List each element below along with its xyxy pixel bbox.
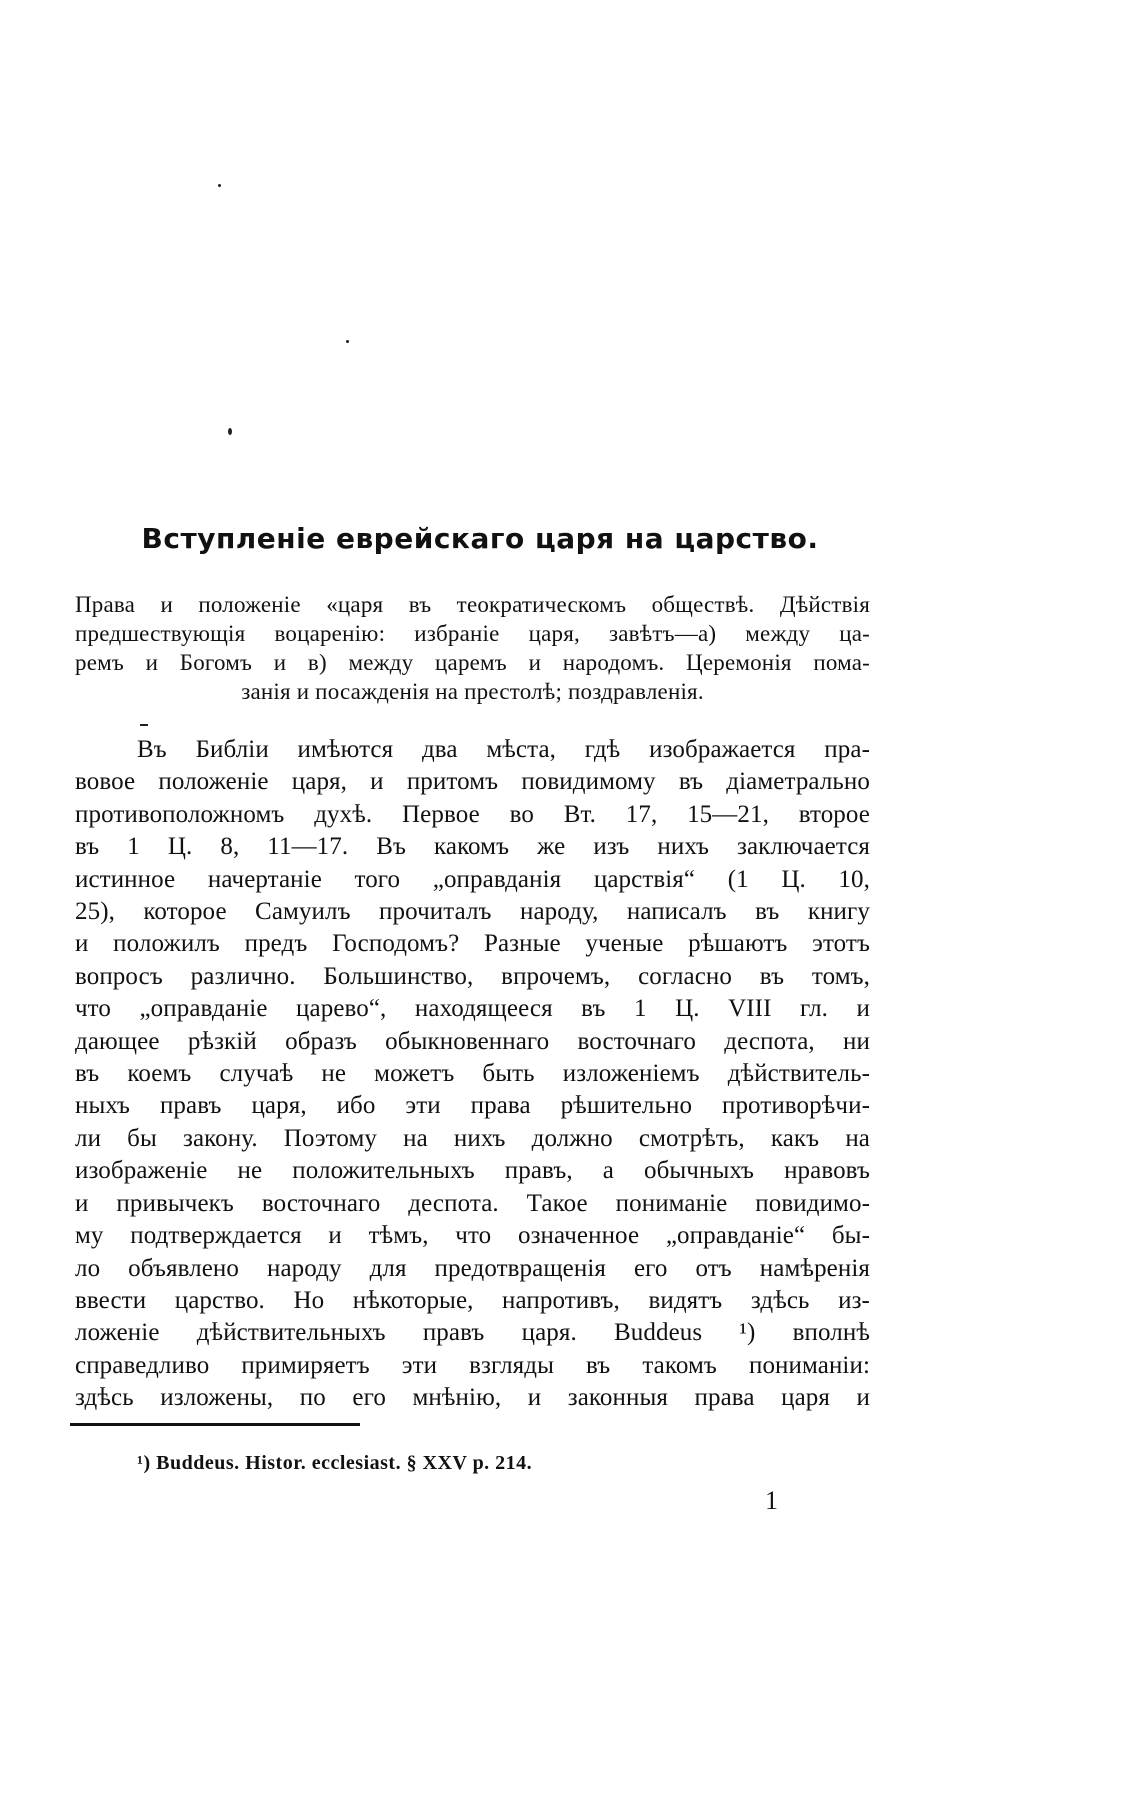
- body-line: и положилъ предъ Господомъ? Разные ученые рѣшаютъ этотъ: [75, 930, 870, 958]
- body-line: въ 1 Ц. 8, 11—17. Въ какомъ же изъ нихъ заключается: [75, 833, 870, 861]
- scan-speck: [228, 428, 232, 435]
- body-line: ложеніе дѣйствительныхъ правъ царя. Buddeus ¹) вполнѣ: [75, 1319, 870, 1347]
- summary-line: занія и посажденія на престолѣ; поздравленія.: [241, 679, 704, 704]
- body-line: ли бы закону. Поэтому на нихъ должно смотрѣть, какъ на: [75, 1124, 870, 1152]
- body-line: ввести царство. Но нѣкоторые, напротивъ, видятъ здѣсь из-: [75, 1286, 870, 1314]
- body-line: противоположномъ духѣ. Первое во Вт. 17, 15—21, второе: [75, 800, 870, 828]
- chapter-summary: [75, 590, 870, 706]
- body-line: Въ Библіи имѣются два мѣста, гдѣ изображается пра-: [137, 736, 870, 763]
- summary-line: ремъ и Богомъ и в) между царемъ и народомъ. Церемонія пома-: [75, 650, 870, 675]
- body-line: ныхъ правъ царя, ибо эти права рѣшительно противорѣчи-: [75, 1092, 870, 1120]
- body-line: и привычекъ восточнаго деспота. Такое пониманіе повидимо-: [75, 1189, 870, 1217]
- scan-speck: [140, 724, 148, 726]
- footnote-divider: [70, 1423, 360, 1426]
- body-line: въ коемъ случаѣ не можетъ быть изложеніемъ дѣйствитель-: [75, 1060, 870, 1088]
- summary-line: предшествующія воцаренію: избраніе царя, завѣтъ—а) между ца-: [75, 621, 870, 646]
- body-line: справедливо примиряетъ эти взгляды въ такомъ пониманіи:: [75, 1351, 870, 1379]
- footnote: ¹) Buddeus. Histor. ecclesiast. § XXV p. 214.: [137, 1452, 533, 1474]
- body-line: 25), которое Самуилъ прочиталъ народу, написалъ въ книгу: [75, 898, 870, 926]
- body-line: вопросъ различно. Большинство, впрочемъ, согласно въ томъ,: [75, 962, 870, 990]
- body-line: здѣсь изложены, по его мнѣнію, и законныя права царя и: [75, 1384, 870, 1412]
- scan-speck: [218, 184, 221, 187]
- body-line: дающее рѣзкій образъ обыкновеннаго восточнаго деспота, ни: [75, 1027, 870, 1055]
- body-line: что „оправданіе царево“, находящееся въ 1 Ц. VIII гл. и: [75, 995, 870, 1023]
- body-line: му подтверждается и тѣмъ, что означенное „оправданіе“ бы-: [75, 1222, 870, 1250]
- summary-line: Права и положеніе «царя въ теократическомъ обществѣ. Дѣйствія: [75, 592, 870, 617]
- body-line: истинное начертаніе того „оправданія царствія“ (1 Ц. 10,: [75, 865, 870, 893]
- scan-speck: [346, 340, 349, 343]
- body-line: изображеніе не положительныхъ правъ, а обычныхъ нравовъ: [75, 1157, 870, 1185]
- body-line: ло объявлено народу для предотвращенія его отъ намѣренія: [75, 1254, 870, 1282]
- body-line: вовое положеніе царя, и притомъ повидимому въ діаметрально: [75, 768, 870, 796]
- body-paragraph: [75, 734, 870, 1415]
- chapter-title: Вступленіе еврейскаго царя на царство.: [141, 522, 819, 555]
- page-number: 1: [765, 1486, 778, 1515]
